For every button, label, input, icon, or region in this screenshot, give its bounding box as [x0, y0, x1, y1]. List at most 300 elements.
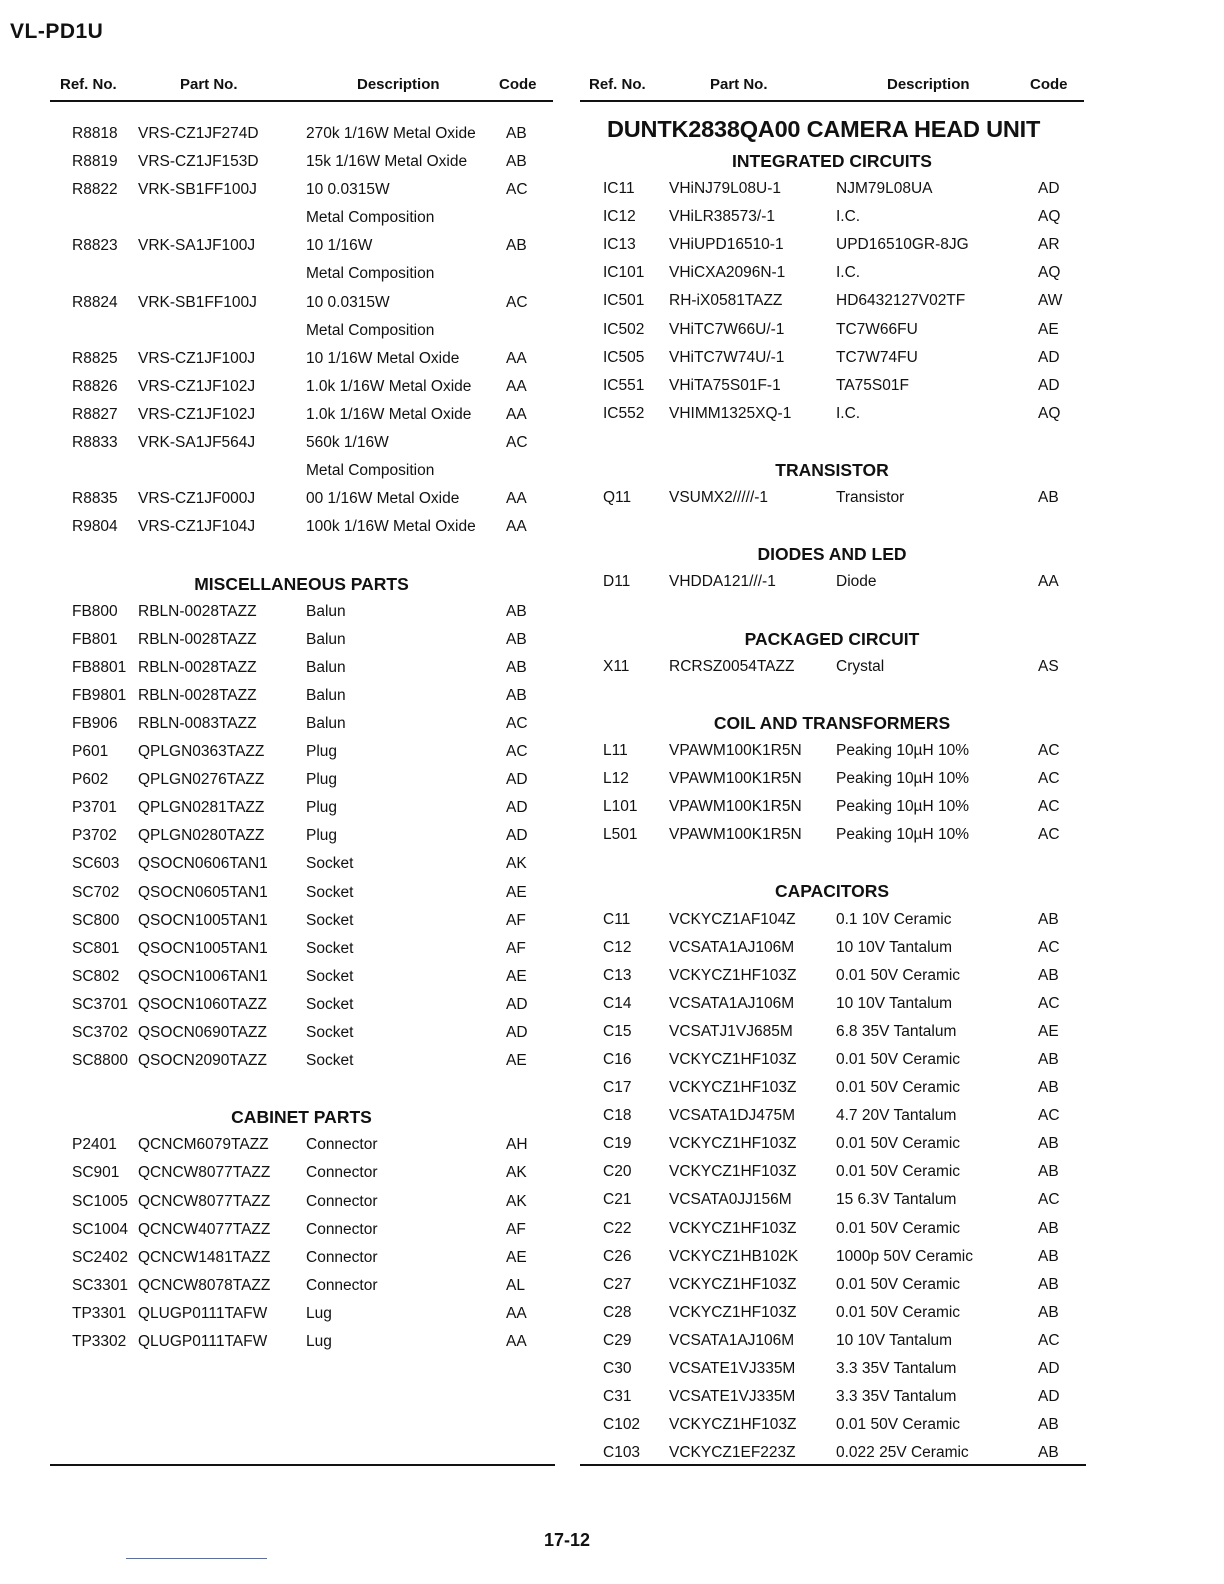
part-row [50, 739, 553, 767]
cell-ref: P3702 [72, 827, 117, 845]
cell-ref: C16 [603, 1051, 632, 1068]
cell-part: VRS-CZ1JF100J [138, 349, 256, 367]
cell-ref: SC8800 [72, 1052, 129, 1070]
spacer [580, 513, 1084, 541]
cell-part: RBLN-0028TAZZ [138, 630, 257, 648]
part-row [50, 767, 553, 795]
unit-title: DUNTK2838QA00 CAMERA HEAD UNIT [607, 116, 1041, 142]
cell-part: VHiTC7W66U/-1 [669, 320, 785, 338]
header-code-right: Code [1030, 76, 1068, 93]
cell-part: RBLN-0028TAZZ [138, 602, 257, 620]
part-row [50, 486, 553, 514]
cell-ref: SC1004 [72, 1220, 129, 1238]
cell-code: AB [1038, 489, 1059, 507]
cell-desc: Connector [306, 1164, 378, 1182]
cell-ref: C30 [603, 1360, 632, 1378]
cell-ref: C20 [603, 1163, 632, 1181]
part-row [50, 964, 553, 992]
part-row [580, 794, 1084, 822]
cell-part: RBLN-0083TAZZ [138, 714, 257, 732]
cell-desc: Socket [306, 911, 354, 929]
section-heading [50, 1104, 553, 1132]
cell-ref: C11 [603, 910, 631, 928]
cell-code: AB [1038, 1247, 1059, 1265]
cell-code: AA [506, 405, 527, 423]
cell-code: AA [506, 518, 527, 536]
cell-code: AW [1038, 292, 1063, 310]
cell-ref: R8822 [72, 181, 118, 199]
cell-ref: C18 [603, 1107, 632, 1125]
cell-part: VHiUPD16510-1 [669, 236, 784, 254]
cell-ref: SC2402 [72, 1248, 129, 1266]
cell-part: VHDDA121///-1 [669, 573, 776, 591]
cell-ref: R8819 [72, 153, 118, 171]
cell-ref: IC13 [603, 236, 636, 254]
cell-code: AE [506, 1248, 527, 1266]
cell-desc: Plug [306, 799, 338, 817]
cell-part: QSOCN1005TAN1 [138, 911, 268, 929]
cell-code: AE [1038, 1022, 1059, 1040]
cell-part: VPAWM100K1R5N [669, 741, 802, 759]
section-heading-text: CAPACITORS [774, 881, 890, 902]
cell-desc: 15 6.3V Tantalum [836, 1191, 957, 1209]
part-row [50, 936, 553, 964]
cell-desc: 100k 1/16W Metal Oxide [306, 518, 476, 536]
cell-code: AF [506, 1220, 526, 1238]
part-row [50, 430, 553, 458]
cell-ref: R9804 [72, 518, 118, 536]
cell-desc: Socket [306, 939, 354, 957]
cell-code: AC [1038, 770, 1060, 788]
cell-part: RH-iX0581TAZZ [669, 292, 783, 310]
cell-part: QPLGN0281TAZZ [138, 799, 265, 817]
part-row [580, 204, 1084, 232]
part-row [580, 401, 1084, 429]
cell-desc: Plug [306, 771, 338, 789]
cell-part: QSOCN1060TAZZ [138, 995, 267, 1013]
spacer [580, 850, 1084, 878]
cell-code: AE [506, 1052, 527, 1070]
cell-code: AB [1038, 1275, 1059, 1293]
cell-part: VRK-SA1JF564J [138, 434, 256, 452]
cell-code: AD [506, 1024, 528, 1041]
cell-code: AA [506, 1333, 527, 1351]
cell-part: VCKYCZ1HB102K [669, 1247, 799, 1265]
cell-desc: 560k 1/16W [306, 434, 389, 452]
cell-ref: SC801 [72, 939, 120, 957]
cell-part: VSUMX2/////-1 [669, 489, 769, 507]
cell-code: AB [1038, 1444, 1059, 1462]
cell-part: VCKYCZ1HF103Z [669, 1135, 797, 1153]
cell-ref: SC3702 [72, 1024, 129, 1041]
cell-code: AA [506, 490, 527, 508]
cell-desc: TC7W66FU [836, 320, 918, 338]
cell-desc: I.C. [836, 404, 861, 422]
right-parts-list [580, 116, 1084, 1468]
cell-desc: UPD16510GR-8JG [836, 236, 969, 254]
part-row [50, 851, 553, 879]
cell-part: QCNCW8077TAZZ [138, 1192, 271, 1210]
cell-desc: 0.01 50V Ceramic [836, 1079, 961, 1097]
page-number: 17-12 [543, 1530, 591, 1550]
cell-desc: Connector [306, 1276, 378, 1294]
cell-desc: 0.1 10V Ceramic [836, 910, 952, 928]
cell-part: VRS-CZ1JF102J [138, 405, 256, 423]
cell-part: VCKYCZ1HF103Z [669, 966, 797, 984]
cell-ref: C26 [603, 1247, 632, 1265]
cell-ref: FB801 [72, 630, 118, 648]
cell-part: RBLN-0028TAZZ [138, 658, 257, 676]
cell-desc: Transistor [836, 489, 905, 507]
cell-code: AC [506, 434, 528, 452]
link-underline [126, 1558, 267, 1559]
spacer [580, 429, 1084, 457]
part-row [580, 1187, 1084, 1215]
cell-part: VCKYCZ1HF103Z [669, 1163, 797, 1181]
header-rule-right [580, 100, 1084, 102]
cell-desc: Lug [306, 1333, 332, 1351]
part-row [580, 1216, 1084, 1244]
cell-ref: R8833 [72, 434, 118, 452]
cell-code: AQ [1038, 208, 1061, 226]
part-row [580, 1159, 1084, 1187]
cell-code: AB [506, 686, 527, 704]
cell-code: AB [506, 237, 527, 255]
section-heading [580, 457, 1084, 485]
cell-part: VRS-CZ1JF274D [138, 125, 259, 142]
part-row [50, 599, 553, 627]
part-row [50, 908, 553, 936]
cell-ref: FB800 [72, 602, 118, 620]
part-row [50, 261, 553, 289]
cell-part: QCNCW8077TAZZ [138, 1164, 271, 1182]
cell-ref: C22 [603, 1219, 632, 1237]
cell-ref: C15 [603, 1022, 632, 1040]
cell-part: VCKYCZ1HF103Z [669, 1219, 797, 1237]
spacer [50, 542, 553, 570]
part-row [50, 823, 553, 851]
footer-rule-left [50, 1464, 555, 1466]
model-name: VL-PD1U [10, 20, 104, 43]
cell-ref: IC552 [603, 404, 645, 422]
cell-part: VCSATA0JJ156M [669, 1191, 792, 1209]
cell-desc: 10 10V Tantalum [836, 938, 953, 956]
cell-part: VRK-SA1JF100J [138, 237, 256, 255]
cell-ref: C29 [603, 1331, 632, 1349]
cell-part: VCKYCZ1HF103Z [669, 1303, 797, 1321]
cell-code: AB [1038, 1303, 1059, 1321]
header-part-right: Part No. [710, 76, 768, 93]
cell-code: AB [506, 125, 527, 142]
cell-ref: IC101 [603, 264, 645, 282]
cell-ref: D11 [603, 573, 631, 591]
cell-ref: SC3301 [72, 1276, 129, 1294]
cell-desc: I.C. [836, 264, 861, 282]
cell-desc: 0.022 25V Ceramic [836, 1444, 969, 1462]
cell-ref: IC12 [603, 208, 636, 226]
cell-desc: Socket [306, 967, 354, 985]
cell-desc: 10 1/16W [306, 237, 373, 255]
header-ref-right: Ref. No. [589, 76, 646, 93]
cell-desc: Socket [306, 855, 354, 873]
cell-part: QPLGN0276TAZZ [138, 771, 265, 789]
part-row [50, 149, 553, 177]
cell-part: VCSATA1DJ475M [669, 1107, 796, 1125]
cell-ref: R8826 [72, 377, 118, 395]
cell-ref: C13 [603, 966, 632, 984]
cell-ref: P602 [72, 771, 109, 789]
cell-code: AK [506, 1164, 527, 1182]
part-row [50, 1048, 553, 1076]
part-row [580, 1103, 1084, 1131]
cell-part: VCKYCZ1HF103Z [669, 1051, 797, 1068]
section-heading [580, 626, 1084, 654]
part-row [50, 346, 553, 374]
cell-desc: Socket [306, 883, 354, 901]
part-row [580, 1244, 1084, 1272]
cell-desc: 0.01 50V Ceramic [836, 1303, 961, 1321]
cell-part: VRK-SB1FF100J [138, 181, 257, 199]
section-heading-text: COIL AND TRANSFORMERS [713, 712, 951, 733]
cell-code: AD [506, 827, 528, 845]
cell-code: AC [1038, 994, 1060, 1012]
cell-code: AD [506, 799, 528, 817]
cell-desc: Peaking 10µH 10% [836, 798, 970, 816]
cell-part: VHiTA75S01F-1 [669, 376, 781, 394]
cell-code: AL [506, 1276, 525, 1294]
part-row [580, 766, 1084, 794]
cell-ref: L501 [603, 826, 638, 844]
cell-code: AB [1038, 1219, 1059, 1237]
cell-code: AB [1038, 966, 1059, 984]
cell-desc: Balun [306, 658, 346, 676]
cell-part: RBLN-0028TAZZ [138, 686, 257, 704]
cell-code: AB [1038, 1079, 1059, 1097]
cell-ref: C17 [603, 1079, 632, 1097]
cell-desc: Balun [306, 630, 346, 648]
cell-desc: 1000p 50V Ceramic [836, 1247, 973, 1265]
cell-part: VRS-CZ1JF102J [138, 377, 256, 395]
cell-desc: 0.01 50V Ceramic [836, 1051, 961, 1068]
part-row [50, 177, 553, 205]
part-row [580, 288, 1084, 316]
cell-desc: Crystal [836, 657, 885, 675]
cell-part: VRS-CZ1JF153D [138, 153, 259, 171]
part-row [50, 402, 553, 430]
cell-code: AC [506, 293, 528, 311]
cell-desc: 0.01 50V Ceramic [836, 1275, 961, 1293]
cell-desc: Metal Composition [306, 321, 435, 339]
cell-part: VRS-CZ1JF104J [138, 518, 256, 536]
cell-ref: C27 [603, 1275, 632, 1293]
cell-part: VCSATA1AJ106M [669, 994, 795, 1012]
cell-part: VCKYCZ1HF103Z [669, 1079, 797, 1097]
header-part-left: Part No. [180, 76, 238, 93]
cell-desc: Connector [306, 1136, 378, 1154]
section-heading [580, 878, 1084, 906]
cell-desc: Socket [306, 995, 354, 1013]
part-row [50, 880, 553, 908]
cell-desc: 4.7 20V Tantalum [836, 1107, 957, 1125]
section-heading-text: TRANSISTOR [775, 460, 889, 481]
cell-ref: SC800 [72, 911, 120, 929]
cell-ref: L11 [603, 741, 628, 759]
cell-part: QSOCN1005TAN1 [138, 939, 268, 957]
cell-desc: 10 10V Tantalum [836, 1331, 953, 1349]
cell-part: QCNCW8078TAZZ [138, 1276, 271, 1294]
cell-ref: SC603 [72, 855, 120, 873]
cell-desc: 6.8 35V Tantalum [836, 1022, 957, 1040]
cell-code: AC [1038, 1331, 1060, 1349]
cell-ref: FB906 [72, 714, 118, 732]
cell-code: AD [1038, 1388, 1060, 1406]
cell-code: AC [506, 181, 528, 199]
part-row [580, 485, 1084, 513]
cell-part: VRK-SB1FF100J [138, 293, 257, 311]
cell-part: QLUGP0111TAFW [138, 1333, 268, 1351]
cell-code: AD [1038, 376, 1060, 394]
cell-part: VPAWM100K1R5N [669, 826, 802, 844]
section-heading-text: MISCELLANEOUS PARTS [194, 573, 409, 594]
part-row [50, 1329, 553, 1357]
part-row [580, 822, 1084, 850]
part-row [50, 1020, 553, 1048]
cell-desc: Socket [306, 1052, 354, 1070]
part-row [580, 1412, 1084, 1440]
cell-code: AC [1038, 741, 1060, 759]
part-row [580, 935, 1084, 963]
cell-desc: TA75S01F [836, 376, 909, 394]
cell-ref: R8823 [72, 237, 118, 255]
cell-ref: IC501 [603, 292, 645, 310]
part-row [580, 1300, 1084, 1328]
cell-ref: FB8801 [72, 658, 127, 676]
cell-code: AB [1038, 1051, 1059, 1068]
cell-ref: C14 [603, 994, 632, 1012]
cell-code: AS [1038, 657, 1059, 675]
header-ref-left: Ref. No. [60, 76, 117, 93]
cell-code: AA [1038, 573, 1059, 591]
cell-part: QCNCM6079TAZZ [138, 1136, 269, 1154]
cell-desc: 0.01 50V Ceramic [836, 1163, 961, 1181]
cell-desc: HD6432127V02TF [836, 292, 966, 310]
cell-code: AA [506, 349, 527, 367]
cell-code: AD [1038, 180, 1060, 198]
cell-code: AA [506, 1304, 527, 1322]
part-row [50, 233, 553, 261]
cell-desc: TC7W74FU [836, 348, 918, 366]
cell-desc: Connector [306, 1192, 378, 1210]
part-row [580, 317, 1084, 345]
part-row [50, 458, 553, 486]
cell-ref: TP3301 [72, 1304, 127, 1322]
part-row [50, 795, 553, 823]
part-row [580, 1384, 1084, 1412]
cell-part: QSOCN1006TAN1 [138, 967, 268, 985]
spacer [50, 1076, 553, 1104]
part-row [50, 992, 553, 1020]
part-row [50, 1160, 553, 1188]
cell-ref: IC11 [603, 180, 635, 198]
cell-desc: Peaking 10µH 10% [836, 826, 970, 844]
cell-desc: 3.3 35V Tantalum [836, 1360, 957, 1378]
cell-ref: C19 [603, 1135, 632, 1153]
cell-part: VHiTC7W74U/-1 [669, 348, 785, 366]
part-row [580, 991, 1084, 1019]
cell-desc: 1.0k 1/16W Metal Oxide [306, 377, 472, 395]
cell-part: QSOCN0606TAN1 [138, 855, 268, 873]
cell-code: AB [506, 658, 527, 676]
cell-part: VCSATA1AJ106M [669, 938, 795, 956]
cell-ref: IC502 [603, 320, 645, 338]
header-rule-left [50, 100, 553, 102]
part-row [50, 683, 553, 711]
cell-code: AQ [1038, 264, 1061, 282]
cell-desc: Metal Composition [306, 209, 435, 227]
part-row [580, 569, 1084, 597]
part-row [580, 176, 1084, 204]
cell-part: QPLGN0363TAZZ [138, 743, 265, 761]
cell-ref: IC505 [603, 348, 645, 366]
cell-part: VHiNJ79L08U-1 [669, 180, 781, 198]
cell-part: QSOCN0690TAZZ [138, 1024, 267, 1041]
cell-code: AB [506, 630, 527, 648]
cell-ref: TP3302 [72, 1333, 127, 1351]
cell-part: QCNCW4077TAZZ [138, 1220, 271, 1238]
part-row [580, 1019, 1084, 1047]
cell-ref: C12 [603, 938, 632, 956]
cell-code: AE [506, 967, 527, 985]
cell-ref: P601 [72, 743, 109, 761]
part-row [580, 1328, 1084, 1356]
cell-code: AC [1038, 826, 1060, 844]
cell-ref: R8824 [72, 293, 118, 311]
part-row [50, 514, 553, 542]
cell-ref: FB9801 [72, 686, 127, 704]
cell-desc: Balun [306, 714, 346, 732]
cell-desc: I.C. [836, 208, 861, 226]
cell-part: QSOCN0605TAN1 [138, 883, 268, 901]
cell-code: AC [1038, 1107, 1060, 1125]
part-row [580, 345, 1084, 373]
part-row [50, 627, 553, 655]
cell-ref: L101 [603, 798, 638, 816]
cell-desc: Metal Composition [306, 265, 435, 283]
cell-desc: 00 1/16W Metal Oxide [306, 490, 460, 508]
cell-part: QCNCW1481TAZZ [138, 1248, 271, 1266]
spacer [580, 598, 1084, 626]
cell-ref: L12 [603, 770, 629, 788]
part-row [580, 260, 1084, 288]
cell-ref: X11 [603, 657, 630, 675]
cell-part: VCKYCZ1HF103Z [669, 1416, 797, 1434]
part-row [50, 711, 553, 739]
cell-code: AF [506, 911, 526, 929]
footer-rule-right [580, 1464, 1086, 1466]
cell-desc: 3.3 35V Tantalum [836, 1388, 957, 1406]
part-row [50, 1301, 553, 1329]
section-heading-text: CABINET PARTS [231, 1107, 372, 1128]
cell-ref: C28 [603, 1303, 632, 1321]
cell-part: VCKYCZ1AF104Z [669, 910, 796, 928]
cell-code: AB [1038, 1416, 1059, 1434]
part-row [50, 374, 553, 402]
cell-desc: Balun [306, 602, 346, 620]
cell-part: VCSATA1AJ106M [669, 1331, 795, 1349]
cell-part: QPLGN0280TAZZ [138, 827, 265, 845]
cell-ref: R8818 [72, 125, 118, 142]
cell-code: AB [1038, 1135, 1059, 1153]
